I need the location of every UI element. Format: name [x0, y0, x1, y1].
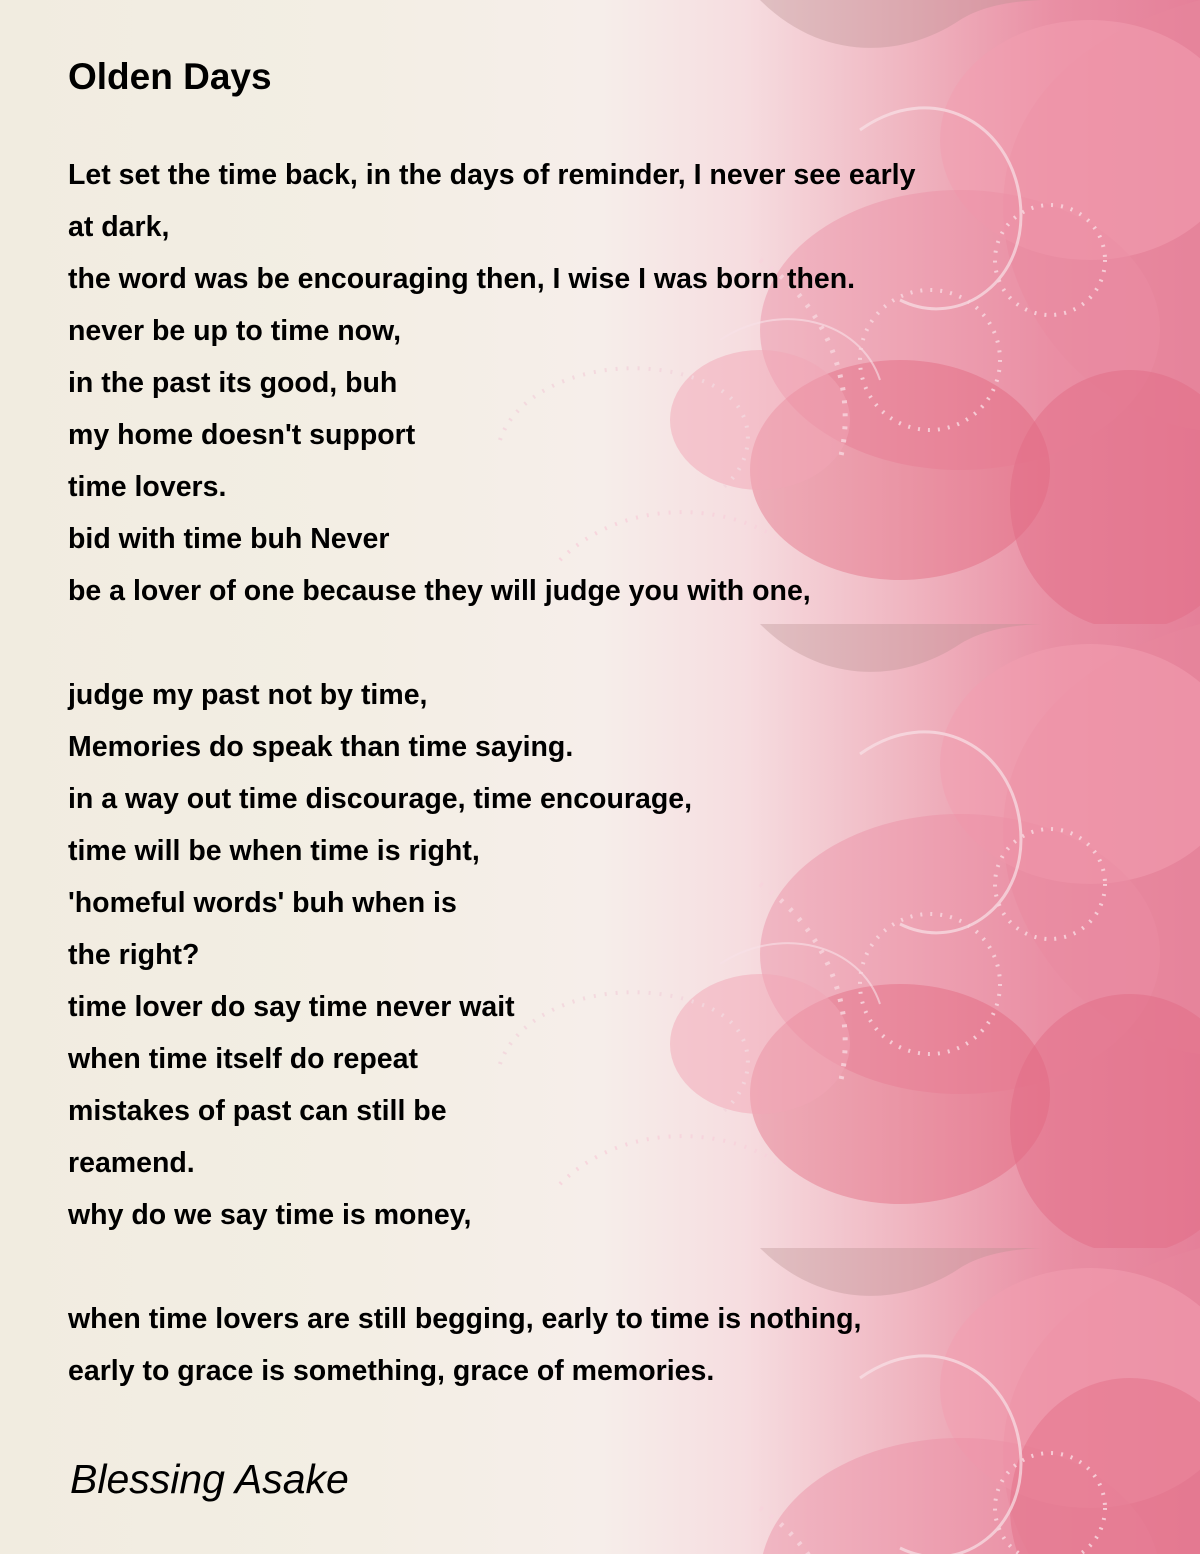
poem-line: time lover do say time never wait — [68, 991, 515, 1023]
poem-line: early to grace is something, grace of memories. — [68, 1355, 715, 1387]
poem-line: my home doesn't support — [68, 419, 416, 451]
poem-line: the word was be encouraging then, I wise I was born then. — [68, 263, 856, 295]
poem-title: Olden Days — [68, 56, 272, 97]
poem-line: mistakes of past can still be — [68, 1095, 447, 1127]
stanza-2 — [68, 669, 692, 1241]
poem-line: the right? — [68, 939, 200, 971]
poem-line: in a way out time discourage, time encourage, — [68, 783, 692, 815]
poem-line: when time itself do repeat — [68, 1043, 418, 1075]
poem-line: time will be when time is right, — [68, 835, 480, 867]
poem-line: be a lover of one because they will judge you with one, — [68, 575, 811, 607]
stanza-3 — [68, 1293, 861, 1397]
poem-line: when time lovers are still begging, early to time is nothing, — [68, 1303, 862, 1335]
poem-line: in the past its good, buh — [68, 367, 398, 399]
poem-line: Let set the time back, in the days of reminder, I never see early — [68, 159, 916, 191]
poem-line: at dark, — [68, 211, 170, 243]
poem-line: Memories do speak than time saying. — [68, 731, 574, 763]
poem-line: judge my past not by time, — [68, 679, 428, 711]
poem-line: why do we say time is money, — [68, 1199, 472, 1231]
poem-line: never be up to time now, — [68, 315, 402, 347]
poem-line: reamend. — [68, 1147, 195, 1179]
poem-line: 'homeful words' buh when is — [68, 887, 457, 919]
poem-line: bid with time buh Never — [68, 523, 390, 555]
poem-line: time lovers. — [68, 471, 227, 503]
poem-author: Blessing Asake — [70, 1456, 349, 1502]
stanza-1 — [68, 149, 915, 617]
